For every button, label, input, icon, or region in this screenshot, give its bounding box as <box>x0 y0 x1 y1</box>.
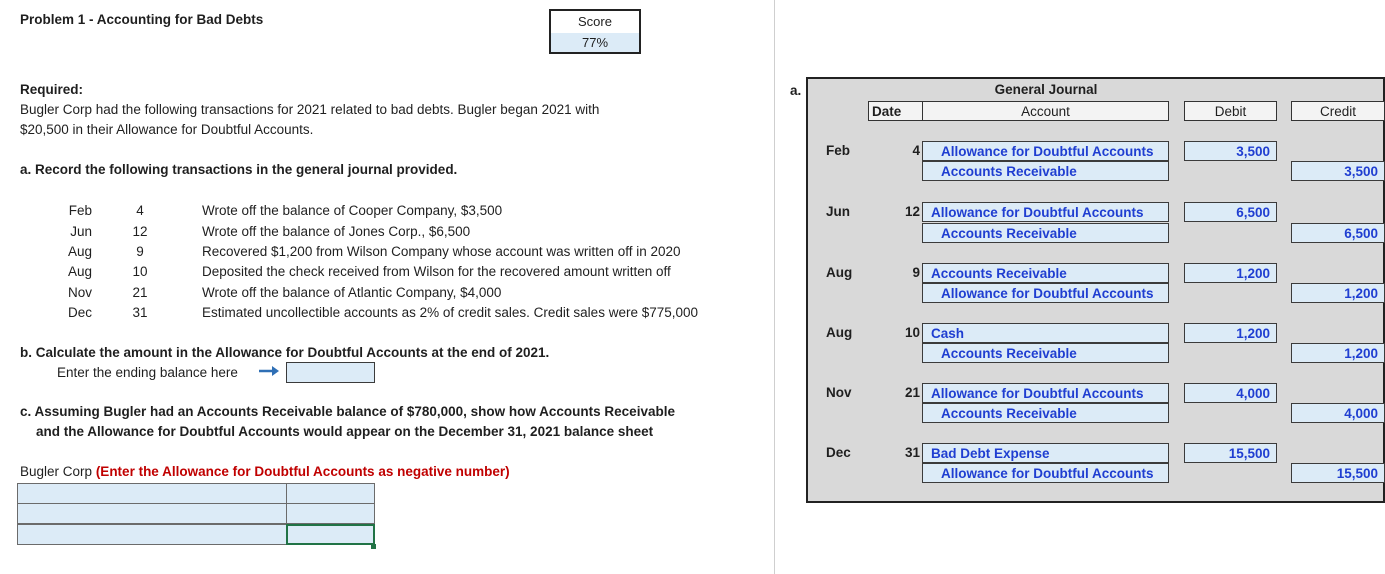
credit-amount-field[interactable]: 3,500 <box>1291 161 1385 181</box>
credit-amount-field[interactable]: 6,500 <box>1291 223 1385 243</box>
ending-balance-input[interactable] <box>286 362 375 383</box>
tx-desc: Estimated uncollectible accounts as 2% of credit sales. Credit sales were $775,000 <box>202 305 699 320</box>
score-value: 77% <box>551 33 639 52</box>
bs-label-cell-2[interactable] <box>17 503 287 524</box>
debit-amount-field[interactable]: 1,200 <box>1184 323 1277 343</box>
tx-month: Feb <box>68 203 92 218</box>
tx-month: Aug <box>67 264 92 279</box>
company-name: Bugler Corp <box>20 464 93 479</box>
arrow-right-icon <box>258 365 280 377</box>
credit-account-field[interactable]: Accounts Receivable <box>922 161 1169 181</box>
credit-header: Credit <box>1291 101 1385 121</box>
tx-day: 10 <box>132 264 148 279</box>
debit-account-field[interactable]: Accounts Receivable <box>922 263 1169 283</box>
debit-header: Debit <box>1184 101 1277 121</box>
debit-account-field[interactable]: Allowance for Doubtful Accounts <box>922 202 1169 222</box>
debit-account-field[interactable]: Allowance for Doubtful Accounts <box>922 383 1169 403</box>
pane-divider <box>774 0 775 574</box>
part-c-line-1: c. Assuming Bugler had an Accounts Receivable balance of $780,000, show how Accounts Receivable <box>20 404 675 419</box>
intro-line-2: $20,500 in their Allowance for Doubtful Accounts. <box>20 122 314 137</box>
entry-month: Nov <box>826 385 852 400</box>
score-box <box>549 9 641 54</box>
tx-day: 4 <box>136 203 144 218</box>
tx-desc: Recovered $1,200 from Wilson Company whose account was written off in 2020 <box>202 244 681 259</box>
intro-line-1: Bugler Corp had the following transactions for 2021 related to bad debts. Bugler began 2021 with <box>20 102 600 117</box>
score-label: Score <box>551 11 639 34</box>
bs-label-cell-3[interactable] <box>17 524 287 545</box>
tx-month: Nov <box>67 285 92 300</box>
tx-desc: Wrote off the balance of Cooper Company, $3,500 <box>202 203 503 218</box>
tx-day: 21 <box>132 285 148 300</box>
credit-amount-field[interactable]: 15,500 <box>1291 463 1385 483</box>
entry-month: Aug <box>826 325 853 340</box>
journal-label: a. <box>790 83 802 98</box>
debit-amount-field[interactable]: 4,000 <box>1184 383 1277 403</box>
tx-month: Aug <box>67 244 92 259</box>
bs-label-cell-1[interactable] <box>17 483 287 504</box>
credit-account-field[interactable]: Accounts Receivable <box>922 223 1169 243</box>
debit-account-field[interactable]: Bad Debt Expense <box>922 443 1169 463</box>
tx-desc: Deposited the check received from Wilson for the recovered amount written off <box>202 264 671 279</box>
credit-account-field[interactable]: Accounts Receivable <box>922 343 1169 363</box>
entry-day: 12 <box>904 204 920 219</box>
credit-amount-field[interactable]: 1,200 <box>1291 283 1385 303</box>
bs-amount-cell-1[interactable] <box>286 483 375 504</box>
part-c-line-2: and the Allowance for Doubtful Accounts would appear on the December 31, 2021 balance sheet <box>36 424 654 439</box>
entry-month: Dec <box>826 445 851 460</box>
bs-amount-cell-2[interactable] <box>286 503 375 524</box>
bs-amount-cell-3-selected[interactable] <box>286 524 375 545</box>
tx-desc: Wrote off the balance of Atlantic Company, $4,000 <box>202 285 502 300</box>
date-header: Date <box>868 101 923 121</box>
part-a-instruction: a. Record the following transactions in the general journal provided. <box>20 162 458 177</box>
debit-account-field[interactable]: Cash <box>922 323 1169 343</box>
tx-month: Dec <box>67 305 92 320</box>
part-b-instruction: b. Calculate the amount in the Allowance for Doubtful Accounts at the end of 2021. <box>20 345 550 360</box>
entry-day: 9 <box>912 265 920 280</box>
credit-amount-field[interactable]: 4,000 <box>1291 403 1385 423</box>
debit-amount-field[interactable]: 1,200 <box>1184 263 1277 283</box>
credit-account-field[interactable]: Allowance for Doubtful Accounts <box>922 463 1169 483</box>
debit-amount-field[interactable]: 15,500 <box>1184 443 1277 463</box>
tx-desc: Wrote off the balance of Jones Corp., $6,500 <box>202 224 471 239</box>
entry-month: Feb <box>826 143 851 158</box>
balance-sheet-heading <box>20 464 510 479</box>
debit-account-field[interactable]: Allowance for Doubtful Accounts <box>922 141 1169 161</box>
tx-month: Jun <box>70 224 92 239</box>
tx-day: 12 <box>132 224 148 239</box>
tx-day: 31 <box>132 305 148 320</box>
entry-day: 21 <box>904 385 920 400</box>
entry-month: Aug <box>826 265 853 280</box>
entry-day: 4 <box>912 143 920 158</box>
fill-handle[interactable] <box>371 544 376 549</box>
credit-amount-field[interactable]: 1,200 <box>1291 343 1385 363</box>
problem-title: Problem 1 - Accounting for Bad Debts <box>20 12 264 27</box>
account-header: Account <box>922 101 1169 121</box>
journal-title: General Journal <box>994 82 1098 97</box>
entry-day: 10 <box>904 325 920 340</box>
required-heading: Required: <box>20 82 84 97</box>
entry-month: Jun <box>826 204 851 219</box>
debit-amount-field[interactable]: 3,500 <box>1184 141 1277 161</box>
credit-account-field[interactable]: Allowance for Doubtful Accounts <box>922 283 1169 303</box>
ending-balance-prompt: Enter the ending balance here <box>57 365 238 380</box>
debit-amount-field[interactable]: 6,500 <box>1184 202 1277 222</box>
negative-number-note: (Enter the Allowance for Doubtful Accounts as negative number) <box>95 464 510 479</box>
tx-day: 9 <box>136 244 144 259</box>
credit-account-field[interactable]: Accounts Receivable <box>922 403 1169 423</box>
entry-day: 31 <box>904 445 920 460</box>
